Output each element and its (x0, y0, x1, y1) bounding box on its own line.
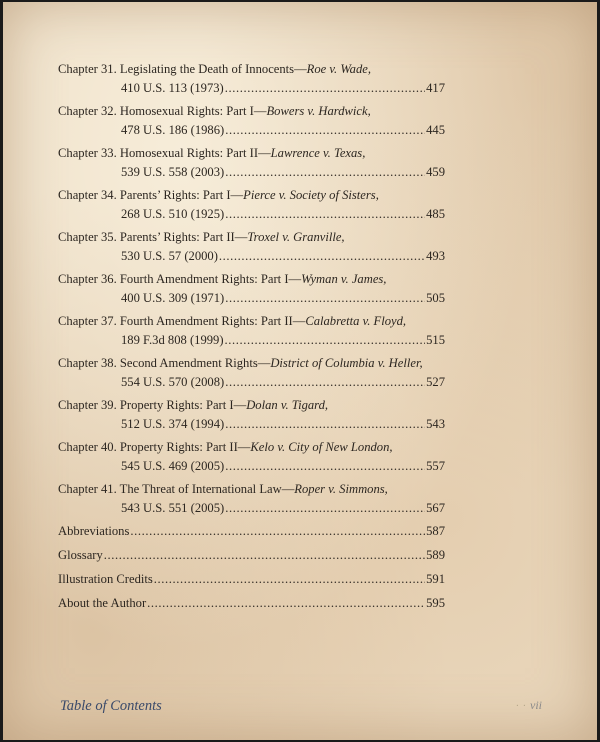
page-number: 493 (426, 249, 445, 263)
page-number: 527 (426, 375, 445, 389)
toc-entry-abbreviations[interactable] (58, 522, 445, 541)
table-of-contents-list (58, 60, 445, 618)
toc-entry-chapter-31[interactable] (58, 60, 445, 98)
dot-leader (130, 522, 425, 541)
chapter-label: Chapter 31. Legislating the Death of Innocents— (58, 62, 307, 76)
chapter-label: Chapter 35. Parents’ Rights: Part II— (58, 230, 248, 244)
entry-label: Glossary (58, 548, 103, 562)
dot-leader (225, 373, 425, 392)
case-citation: 545 U.S. 469 (2005) (121, 459, 225, 473)
page-number: 515 (426, 333, 445, 347)
toc-entry-chapter-34[interactable] (58, 186, 445, 224)
page-number: 485 (426, 207, 445, 221)
dot-leader (225, 205, 425, 224)
case-citation: 554 U.S. 570 (2008) (121, 375, 225, 389)
case-citation: 512 U.S. 374 (1994) (121, 417, 225, 431)
page-number: 595 (426, 596, 445, 610)
page-number: 557 (426, 459, 445, 473)
toc-entry-chapter-36[interactable] (58, 270, 445, 308)
page-number: 505 (426, 291, 445, 305)
case-citation: 530 U.S. 57 (2000) (121, 249, 218, 263)
case-name: Dolan v. Tigard, (246, 398, 329, 412)
case-citation: 410 U.S. 113 (1973) (121, 81, 224, 95)
case-citation: 543 U.S. 551 (2005) (121, 501, 225, 515)
dot-leader (225, 289, 425, 308)
chapter-label: Chapter 40. Property Rights: Part II— (58, 440, 251, 454)
footer-page-number: vii (530, 698, 542, 712)
toc-entry-about-the-author[interactable] (58, 594, 445, 613)
case-name: Calabretta v. Floyd, (305, 314, 407, 328)
toc-entry-chapter-39[interactable] (58, 396, 445, 434)
footer-running-title: Table of Contents (60, 698, 162, 714)
toc-entry-chapter-37[interactable] (58, 312, 445, 350)
chapter-label: Chapter 38. Second Amendment Rights— (58, 356, 271, 370)
dot-leader (225, 457, 425, 476)
dot-leader (225, 499, 425, 518)
dot-leader (225, 331, 426, 350)
case-name: Roe v. Wade, (306, 62, 372, 76)
chapter-label: Chapter 34. Parents’ Rights: Part I— (58, 188, 244, 202)
footer-page-number-area (516, 698, 542, 713)
entry-label: About the Author (58, 596, 147, 610)
dot-leader (147, 594, 425, 613)
entry-label: Illustration Credits (58, 572, 153, 586)
toc-entry-chapter-35[interactable] (58, 228, 445, 266)
dot-leader (225, 163, 425, 182)
toc-entry-glossary[interactable] (58, 546, 445, 565)
page-number: 589 (426, 548, 445, 562)
page-number: 543 (426, 417, 445, 431)
chapter-label: Chapter 41. The Threat of International Law— (58, 482, 295, 496)
case-name: Troxel v. Granville, (247, 230, 345, 244)
case-name: Wyman v. James, (301, 272, 387, 286)
case-citation: 400 U.S. 309 (1971) (121, 291, 225, 305)
case-name: District of Columbia v. Heller, (270, 356, 423, 370)
case-citation: 189 F.3d 808 (1999) (121, 333, 224, 347)
dot-leader (154, 570, 425, 589)
chapter-label: Chapter 36. Fourth Amendment Rights: Part I— (58, 272, 302, 286)
dot-leader (225, 121, 425, 140)
case-name: Kelo v. City of New London, (250, 440, 393, 454)
toc-entry-chapter-33[interactable] (58, 144, 445, 182)
toc-entry-chapter-32[interactable] (58, 102, 445, 140)
page-number: 587 (426, 524, 445, 538)
chapter-label: Chapter 32. Homosexual Rights: Part I— (58, 104, 267, 118)
page-number: 445 (426, 123, 445, 137)
toc-entry-chapter-38[interactable] (58, 354, 445, 392)
dot-leader (219, 247, 425, 266)
dot-leader (225, 79, 425, 98)
page-number: 591 (426, 572, 445, 586)
toc-entry-illustration-credits[interactable] (58, 570, 445, 589)
chapter-label: Chapter 37. Fourth Amendment Rights: Part II— (58, 314, 306, 328)
case-name: Roper v. Simmons, (294, 482, 388, 496)
dot-leader (104, 546, 425, 565)
case-citation: 268 U.S. 510 (1925) (121, 207, 225, 221)
toc-entry-chapter-41[interactable] (58, 480, 445, 518)
case-name: Bowers v. Hardwick, (266, 104, 371, 118)
entry-label: Abbreviations (58, 524, 130, 538)
case-citation: 539 U.S. 558 (2003) (121, 165, 225, 179)
dot-leader (225, 415, 425, 434)
page-number: 417 (426, 81, 445, 95)
book-page (3, 2, 597, 740)
footer-ornament: · · (516, 701, 530, 712)
case-citation: 478 U.S. 186 (1986) (121, 123, 225, 137)
case-name: Lawrence v. Texas, (270, 146, 366, 160)
page-number: 567 (426, 501, 445, 515)
chapter-label: Chapter 39. Property Rights: Part I— (58, 398, 247, 412)
toc-entry-chapter-40[interactable] (58, 438, 445, 476)
chapter-label: Chapter 33. Homosexual Rights: Part II— (58, 146, 271, 160)
page-number: 459 (426, 165, 445, 179)
case-name: Pierce v. Society of Sisters, (243, 188, 379, 202)
